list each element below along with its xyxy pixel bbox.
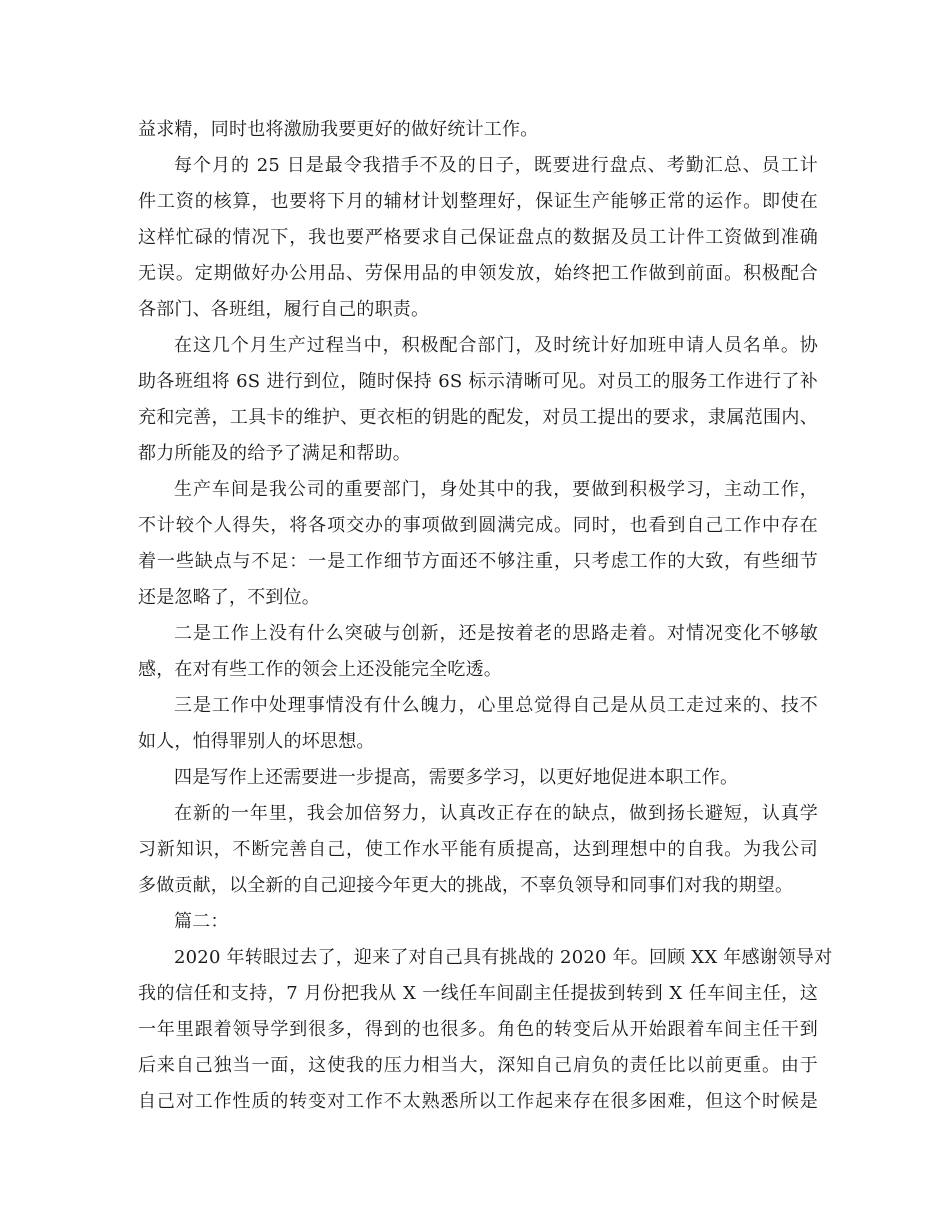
text-line: 多做贡献，以全新的自己迎接今年更大的挑战，不辜负领导和同事们对我的期望。	[138, 875, 794, 896]
text-line: 后来自己独当一面，这使我的压力相当大，深知自己肩负的责任比以前更重。由于	[138, 1055, 818, 1076]
text-line: 感，在对有些工作的领会上还没能完全吃透。	[138, 659, 502, 680]
text-line: 2020 年转眼过去了，迎来了对自己具有挑战的 2020 年。回顾 XX 年感谢领导对	[174, 947, 833, 968]
text-line: 篇二：	[174, 911, 229, 932]
text-line: 助各班组将 6S 进行到位，随时保持 6S 标示清晰可见。对员工的服务工作进行了补	[138, 371, 818, 392]
text-line: 生产车间是我公司的重要部门，身处其中的我，要做到积极学习，主动工作，	[174, 479, 818, 500]
text-line: 在这几个月生产过程当中，积极配合部门，及时统计好加班申请人员名单。协	[174, 335, 818, 356]
text-line: 习新知识，不断完善自己，使工作水平能有质提高，达到理想中的自我。为我公司	[138, 839, 818, 860]
text-line: 如人，怕得罪别人的坏思想。	[138, 731, 375, 752]
text-line: 每个月的 25 日是最令我措手不及的日子，既要进行盘点、考勤汇总、员工计	[174, 155, 818, 176]
document-body	[138, 112, 833, 1120]
text-line: 四是写作上还需要进一步提高，需要多学习，以更好地促进本职工作。	[174, 767, 739, 788]
text-line: 不计较个人得失，将各项交办的事项做到圆满完成。同时，也看到自己工作中存在	[138, 515, 818, 536]
text-line: 件工资的核算，也要将下月的辅材计划整理好，保证生产能够正常的运作。即使在	[138, 191, 818, 212]
text-line: 无误。定期做好办公用品、劳保用品的申领发放，始终把工作做到前面。积极配合	[138, 263, 818, 284]
text-line: 都力所能及的给予了满足和帮助。	[138, 443, 411, 464]
text-line: 一年里跟着领导学到很多，得到的也很多。角色的转变后从开始跟着车间主任干到	[138, 1019, 818, 1040]
text-line: 这样忙碌的情况下，我也要严格要求自己保证盘点的数据及员工计件工资做到准确	[138, 227, 818, 248]
text-line: 充和完善，工具卡的维护、更衣柜的钥匙的配发，对员工提出的要求，隶属范围内、	[138, 407, 818, 428]
text-line: 在新的一年里，我会加倍努力，认真改正存在的缺点，做到扬长避短，认真学	[174, 803, 818, 824]
text-line: 还是忽略了，不到位。	[138, 587, 320, 608]
text-line: 三是工作中处理事情没有什么魄力，心里总觉得自己是从员工走过来的、技不	[174, 695, 818, 716]
text-line: 着一些缺点与不足：一是工作细节方面还不够注重，只考虑工作的大致，有些细节	[138, 551, 818, 572]
text-line: 我的信任和支持，7 月份把我从 X 一线任车间副主任提拔到转到 X 任车间主任，这	[138, 983, 818, 1004]
text-line: 益求精，同时也将激励我要更好的做好统计工作。	[138, 119, 539, 140]
text-line: 自己对工作性质的转变对工作不太熟悉所以工作起来存在很多困难，但这个时候是	[138, 1091, 818, 1112]
text-line: 各部门、各班组，履行自己的职责。	[138, 299, 430, 320]
text-line: 二是工作上没有什么突破与创新，还是按着老的思路走着。对情况变化不够敏	[174, 623, 818, 644]
